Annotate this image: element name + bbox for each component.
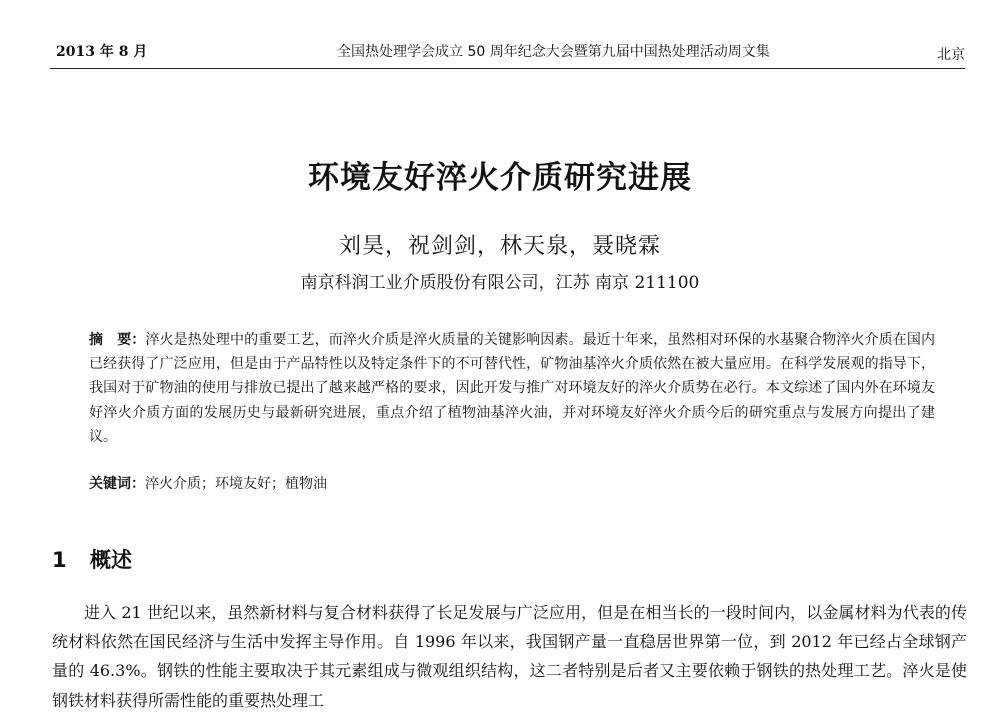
paper-title: 环境友好淬火介质研究进展 — [308, 160, 692, 196]
header-city: 北京 — [937, 47, 965, 63]
affiliation: 南京科润工业介质股份有限公司，江苏 南京 211100 — [300, 273, 700, 293]
header-rule — [50, 68, 965, 69]
abstract-label: 摘 要： — [89, 332, 146, 348]
section-title: 概述 — [90, 548, 132, 572]
abstract-text: 淬火是热处理中的重要工艺，而淬火介质是淬火质量的关键影响因素。最近十年来，虽然相对环保的水基聚合物淬火介质在国内已经获得了广泛应用，但是由于产品特性以及特定条件下的不可替代性，矿物油基淬火介质依然在被大量应用。在科学发展观的指导下，我国对于矿物油的使用与排放已提出了越来越严格的要求，因此开发与推广对环境友好的淬火介质势在必行。本文综述了国内外在环境友好淬火介质方面的发展历史与最新研究进展，重点介绍了植物油基淬火油，并对环境友好淬火介质今后的研究重点与发展方向提出了建议。 — [89, 332, 936, 445]
abstract — [89, 328, 935, 449]
keywords-label: 关键词： — [89, 476, 145, 492]
section-heading — [52, 544, 132, 574]
authors: 刘昊，祝剑剑，林天泉，聂晓霖 — [338, 234, 661, 259]
header-conference: 全国热处理学会成立 50 周年纪念大会暨第九届中国热处理活动周文集 — [337, 44, 770, 60]
body-paragraph: 进入 21 世纪以来，虽然新材料与复合材料获得了长足发展与广泛应用，但是在相当长的一段时间内，以金属材料为代表的传统材料依然在国民经济与生活中发挥主导作用。自 1996 年以来，我国钢产量一直稳居世界第一位，到 2012 年已经占全球钢产量的 46.3%。钢铁的性能主要取决于其元素组成与微观组织结构，这二者特别是后者又主要依赖于钢铁的热处理工艺。淬火是使钢铁材料获得所需性能的重要热处理工 — [52, 603, 967, 710]
keywords — [89, 473, 935, 495]
keywords-text: 淬火介质；环境友好；植物油 — [145, 476, 327, 492]
running-header — [50, 38, 965, 78]
header-date: 2013 年 8 月 — [56, 44, 148, 60]
section-number: 1 — [52, 548, 67, 572]
